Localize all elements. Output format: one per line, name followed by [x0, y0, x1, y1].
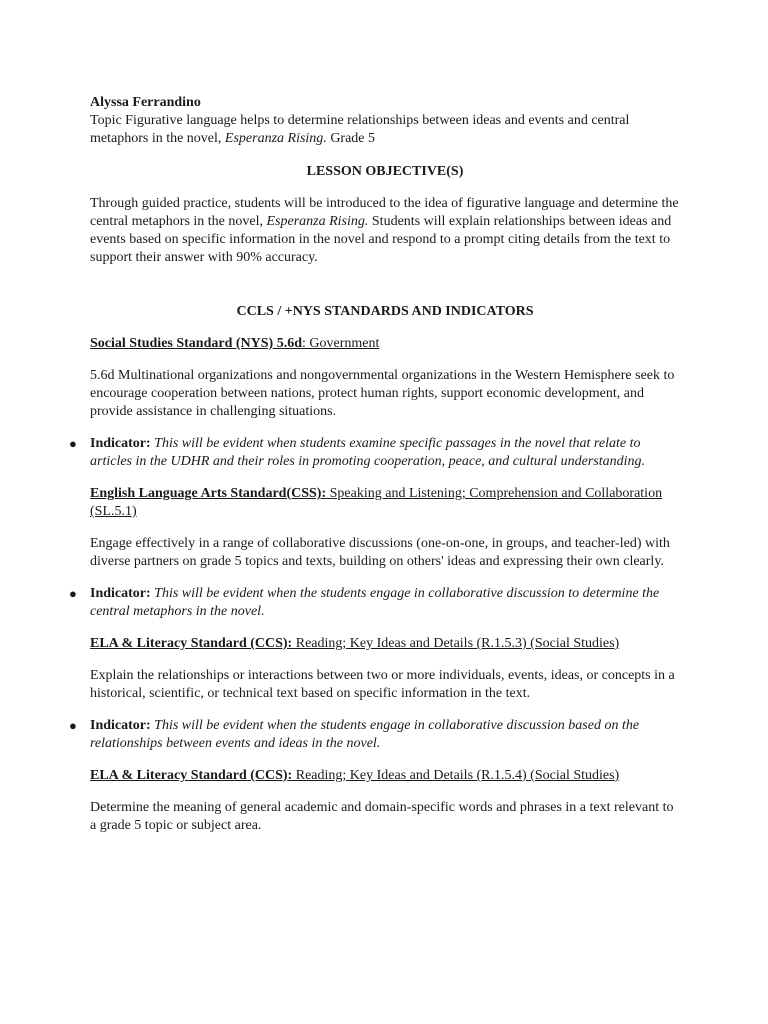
- indicator-text: This will be evident when the students engage in collaborative discussion based on the relationships between events and ideas in the novel.: [90, 718, 640, 751]
- standard-title-bold: ELA & Literacy Standard (CCS):: [90, 768, 293, 783]
- objective-paragraph: [90, 195, 680, 267]
- standard-description: Determine the meaning of general academic and domain-specific words and phrases in a text relevant to a grade 5 topic or subject area.: [90, 800, 674, 833]
- standard-title-bold: Social Studies Standard (NYS) 5.6d: [90, 336, 302, 351]
- indicator-text: This will be evident when the students engage in collaborative discussion to determine the central metaphors in the novel.: [90, 586, 660, 619]
- bullet-icon: ●: [69, 586, 77, 601]
- standard-description: 5.6d Multinational organizations and nongovernmental organizations in the Western Hemisphere seek to encourage cooperation between nations, protect human rights, support economic development, and provide assistance in challenging situations.: [90, 368, 675, 419]
- document-page: [69, 94, 680, 835]
- indicator-label: Indicator:: [90, 718, 151, 733]
- objective-heading: LESSON OBJECTIVE(S): [306, 164, 464, 179]
- bullet-icon: ●: [69, 718, 77, 733]
- standard-title-bold: English Language Arts Standard(CSS):: [90, 486, 327, 501]
- topic-text: Topic Figurative language helps to determine relationships between ideas and events and central metaphors in the novel,: [90, 113, 630, 146]
- topic-line: [90, 112, 680, 148]
- standard-title-rest: : Government: [302, 336, 380, 351]
- indicator-item: [69, 717, 680, 753]
- standards-heading: CCLS / +NYS STANDARDS AND INDICATORS: [236, 304, 534, 319]
- author-name: Alyssa Ferrandino: [90, 95, 201, 110]
- standard-description: Engage effectively in a range of collaborative discussions (one-on-one, in groups, and teacher-led) with diverse partners on grade 5 topics and texts, building on others' ideas and expressing their own clearly.: [90, 536, 670, 569]
- standard-title: [90, 635, 680, 653]
- standard-title-rest: Speaking and Listening; Comprehension and Collaboration (SL.5.1): [90, 486, 663, 519]
- indicator-text: This will be evident when students examine specific passages in the novel that relate to articles in the UDHR and their roles in promoting cooperation, peace, and cultural understanding.: [90, 436, 646, 469]
- standard-title-rest: Reading; Key Ideas and Details (R.1.5.3) (Social Studies): [292, 636, 620, 651]
- standard-description: Explain the relationships or interactions between two or more individuals, events, ideas, or concepts in a historical, scientific, or technical text based on specific information in the text.: [90, 668, 675, 701]
- grade-label: Grade 5: [326, 131, 376, 146]
- standard-title-bold: ELA & Literacy Standard (CCS):: [90, 636, 293, 651]
- standard-title: [90, 767, 680, 785]
- objective-text-part-1: Through guided practice, students will be introduced to the idea of figurative language and determine the central metaphors in the novel,: [90, 196, 679, 229]
- standard-title: [90, 335, 680, 353]
- standard-title-rest: Reading; Key Ideas and Details (R.1.5.4) (Social Studies): [292, 768, 620, 783]
- indicator-item: [69, 585, 680, 621]
- standard-title: [90, 485, 680, 521]
- indicator-label: Indicator:: [90, 586, 151, 601]
- indicator-label: Indicator:: [90, 436, 151, 451]
- indicator-item: [69, 435, 680, 471]
- objective-novel-title: Esperanza Rising.: [266, 214, 369, 229]
- objective-text-part-2: Students will explain relationships between ideas and events based on specific information in the novel and respond to a prompt citing details from the text to support their answer with 90% accuracy.: [90, 214, 672, 265]
- bullet-icon: ●: [69, 436, 77, 451]
- novel-title: Esperanza Rising.: [224, 131, 327, 146]
